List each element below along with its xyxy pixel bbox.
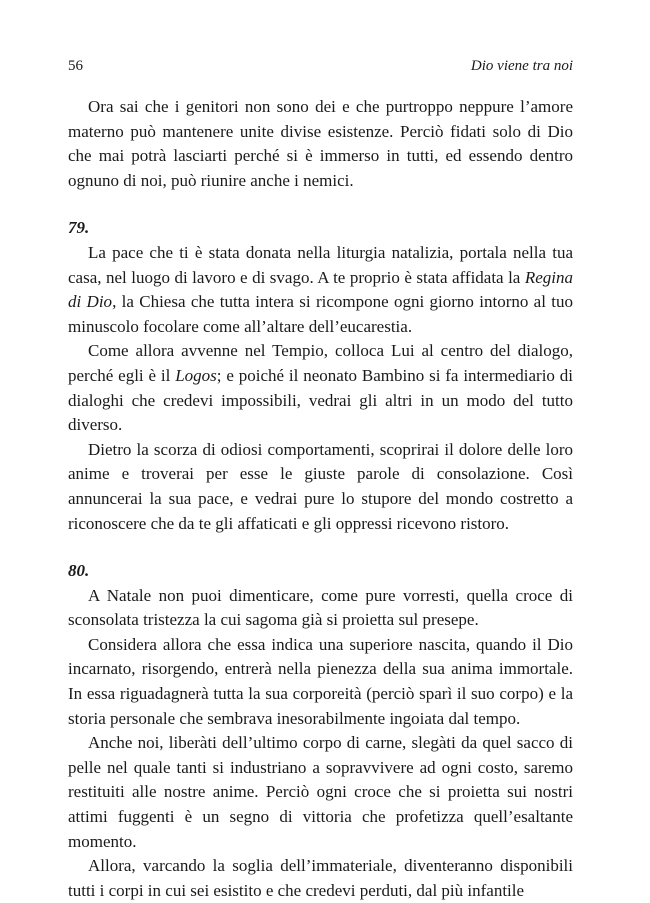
paragraph-text: ; e poiché il neonato Bambino si fa intermediario di dialoghi che credevi impossibili, vedrai gli altri in un modo del tutto diverso. (68, 365, 573, 435)
paragraph-text: Come allora avvenne nel Tempio, colloca Lui al centro del dialogo, perché egli è il (68, 341, 573, 385)
paragraph (68, 584, 573, 633)
running-title: Dio viene tra noi (470, 58, 573, 74)
paragraph (68, 95, 573, 193)
italic-term: Logos (175, 365, 217, 385)
running-header (68, 56, 573, 76)
page-body (68, 95, 573, 903)
italic-term: Regina di Dio (68, 267, 573, 312)
paragraph-text: Ora sai che i genitori non sono dei e che purtroppo neppure l’amore materno può mantenere unite divise esistenze. Perciò fidati solo di Dio che mai potrà lasciarti perché si è immerso in tutti, ed essendo dentro ognuno di noi, può riunire anche i nemici. (68, 97, 573, 190)
paragraph (68, 854, 573, 903)
paragraph-text: Allora, varcando la soglia dell’immateriale, diventeranno disponibili tutti i corpi in cui sei esistito e che credevi perduti, dal più infantile (68, 856, 573, 900)
section-number: 80. (68, 561, 90, 581)
paragraph-text: A Natale non puoi dimenticare, come pure vorresti, quella croce di sconsolata tristezza la cui sagoma già si proietta sul presepe. (68, 585, 573, 630)
paragraph-text: La pace che ti è stata donata nella liturgia natalizia, portala nella tua casa, nel luogo di lavoro e di svago. A te proprio è stata affidata la (68, 242, 573, 287)
section-spacer (68, 536, 573, 559)
paragraph (68, 731, 573, 854)
paragraph (68, 438, 573, 536)
paragraph-text: Considera allora che essa indica una superiore nascita, quando il Dio incarnato, risorgendo, entrerà nella pienezza della sua anima immortale. In essa riguadagnerà tutta la sua corporeità (perciò sparì il suo corpo) e la storia personale che sembrava inesorabilmente ingoiata dal tempo. (68, 634, 573, 728)
paragraph (68, 633, 573, 731)
section-spacer (68, 193, 573, 216)
paragraph-text: Dietro la scorza di odiosi comportamenti, scoprirai il dolore delle loro anime e troverai per esse le giuste parole di consolazione. Così annuncerai la sua pace, e vedrai pure lo stupore del mondo costretto a riconoscere che da te gli affaticati e gli oppressi ricevono ristoro. (68, 439, 573, 533)
paragraph-text: , la Chiesa che tutta intera si ricompone ogni giorno intorno al tuo minuscolo focolare come all’altare dell’eucarestia. (68, 292, 573, 336)
paragraph (68, 339, 573, 437)
page-number: 56 (68, 58, 83, 74)
section-number: 79. (68, 218, 90, 238)
book-page (68, 56, 573, 903)
paragraph (68, 241, 573, 339)
paragraph-text: Anche noi, liberàti dell’ultimo corpo di carne, slegàti da quel sacco di pelle nel quale tanti si industriano a sopravvivere ad ogni costo, saremo restituiti alle nostre anime. Perciò ogni croce che si proietta sui nostri attimi fuggenti è un segno di vittoria che profetizza quell’esaltante momento. (68, 733, 573, 851)
